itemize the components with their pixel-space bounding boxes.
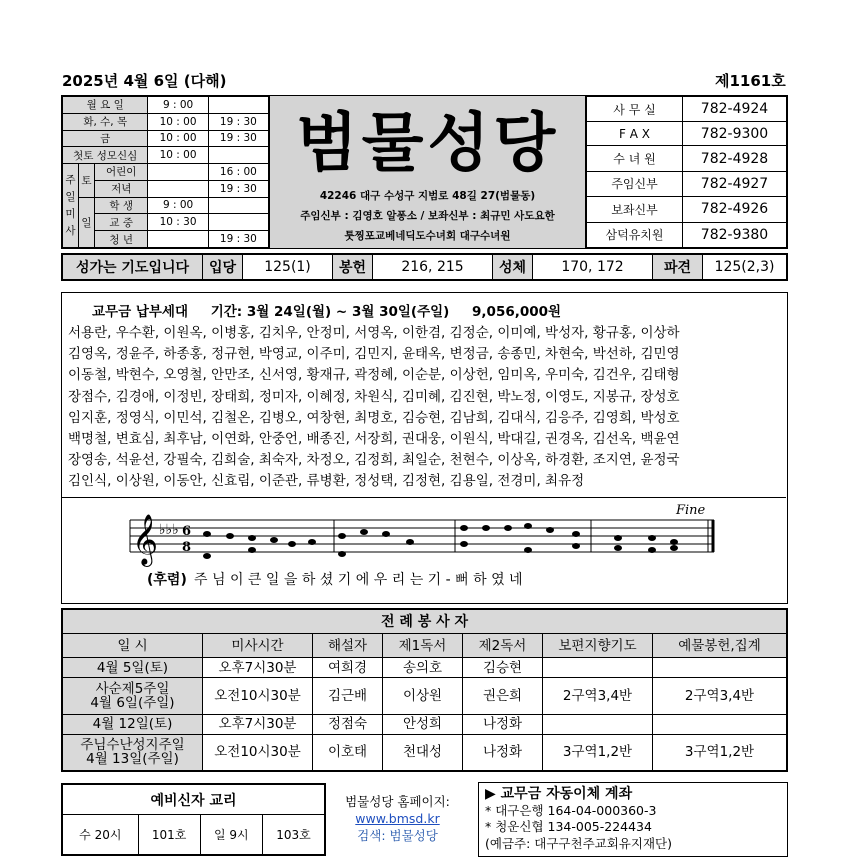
- service-prayer: [543, 714, 653, 734]
- service-row: [63, 678, 787, 714]
- col-header: 제2독서: [463, 634, 543, 658]
- donor-line: 서용란, 우수환, 이원옥, 이병홍, 김치우, 안정미, 서영옥, 이한겸, 김정순, 이미예, 박성자, 황규홍, 이상하: [68, 325, 680, 341]
- schedule-day: 첫토 성모신심: [63, 147, 148, 164]
- schedule-row: [63, 97, 269, 114]
- service-prayer: 2구역3,4반: [543, 678, 653, 714]
- dismissal-hymn: 125(2,3): [703, 255, 787, 280]
- contact-label: 사 무 실: [587, 97, 683, 122]
- donors-amount: 9,056,000원: [472, 304, 562, 320]
- donor-line: 백명철, 변효심, 최후남, 이연화, 안중언, 배종진, 서장희, 권대웅, 이원식, 박대길, 권경옥, 김선옥, 백윤연: [68, 431, 680, 448]
- sunday-label: 일: [79, 197, 95, 247]
- service-reader1: 안성희: [383, 714, 463, 734]
- catechumen-title: 예비신자 교리: [63, 785, 325, 815]
- service-date: 4월 12일(토): [63, 714, 203, 734]
- hymn-numbers-row: [61, 253, 788, 281]
- schedule-sub-label: 저녁: [95, 180, 148, 197]
- schedule-day: 화, 수, 목: [63, 113, 148, 130]
- service-commentator: 이호태: [313, 734, 383, 770]
- schedule-time: 19 : 30: [208, 130, 268, 147]
- bank-account: * 청운신협 134-005-224434: [485, 819, 652, 834]
- schedule-time: 9 : 00: [148, 197, 208, 214]
- col-header: 일 시: [63, 634, 203, 658]
- time-signature: 6: [182, 524, 192, 539]
- catechumen-cell: 일 9시: [200, 815, 262, 855]
- schedule-row: [63, 113, 269, 130]
- service-offering: 2구역3,4반: [653, 678, 787, 714]
- schedule-row: [63, 130, 269, 147]
- website-info: [330, 793, 465, 844]
- col-header: 제1독서: [383, 634, 463, 658]
- website-link[interactable]: www.bmsd.kr: [355, 811, 440, 826]
- service-commentator: 정점숙: [313, 714, 383, 734]
- contact-phone: 782-4927: [683, 171, 787, 196]
- service-reader1: 송의호: [383, 658, 463, 678]
- treble-clef-icon: 𝄞: [132, 514, 159, 565]
- bank-transfer-info: [478, 782, 788, 857]
- church-title-block: [270, 95, 585, 249]
- service-reader2: 김승현: [463, 658, 543, 678]
- service-row: [63, 734, 787, 770]
- contact-label: 삼덕유치원: [587, 222, 683, 247]
- col-header: 보편지향기도: [543, 634, 653, 658]
- contact-label: 주임신부: [587, 171, 683, 196]
- contact-phone: 782-4924: [683, 97, 787, 122]
- schedule-sub-label: 교 중: [95, 214, 148, 231]
- service-offering: [653, 714, 787, 734]
- service-reader2: 나정화: [463, 714, 543, 734]
- donor-line: 임지훈, 정영식, 이민석, 김철온, 김병오, 여창현, 최명호, 김승현, 김남희, 김대식, 김응주, 김영희, 박성호: [68, 409, 680, 426]
- donors-header: [92, 300, 579, 320]
- contact-label: 수 녀 원: [587, 146, 683, 171]
- entrance-hymn: 125(1): [243, 255, 333, 280]
- service-offering: [653, 658, 787, 678]
- schedule-time: 16 : 00: [208, 164, 268, 181]
- svg-text:8: 8: [182, 540, 192, 555]
- schedule-time: 10 : 00: [148, 113, 208, 130]
- schedule-row: [63, 147, 269, 164]
- entrance-label: 입당: [203, 255, 243, 280]
- schedule-time: 9 : 00: [148, 97, 208, 114]
- donor-line: 김인식, 이상원, 이동안, 신효림, 이준관, 류병환, 정성택, 김정현, 김용일, 전경미, 최유정: [68, 473, 585, 490]
- communion-label: 성체: [493, 255, 533, 280]
- col-header: 미사시간: [203, 634, 313, 658]
- flat-icon: ♭♭♭: [159, 522, 179, 538]
- donors-section: [61, 292, 788, 604]
- service-date: 사순제5주일 4월 6일(주일): [63, 678, 203, 714]
- service-commentator: 여희경: [313, 658, 383, 678]
- service-commentator: 김근배: [313, 678, 383, 714]
- staff-svg: [62, 498, 786, 603]
- service-reader1: 천대성: [383, 734, 463, 770]
- music-score: [62, 497, 786, 602]
- bank-title: ▶ 교무금 자동이체 계좌: [485, 786, 633, 802]
- donors-title: 교무금 납부세대: [92, 304, 188, 320]
- schedule-time: 19 : 30: [208, 113, 268, 130]
- website-label: 범물성당 홈페이지:: [345, 794, 450, 809]
- schedule-time: 10 : 00: [148, 147, 208, 164]
- saturday-label: 토: [79, 164, 95, 198]
- donors-period: 기간: 3월 24일(월) ~ 3월 30일(주일): [210, 304, 450, 320]
- service-date: 주님수난성지주일 4월 13일(주일): [63, 734, 203, 770]
- mass-schedule-table: [61, 95, 270, 249]
- contact-phone: 782-4926: [683, 197, 787, 222]
- schedule-time: [208, 97, 268, 114]
- church-sisters: 툿찡포교베네딕도수녀회 대구수녀원: [344, 230, 511, 242]
- refrain-label: (후렴): [147, 572, 187, 588]
- col-header: 예물봉헌,집계: [653, 634, 787, 658]
- website-search: 검색: 범물성당: [357, 828, 438, 843]
- schedule-time: 19 : 30: [208, 231, 268, 248]
- church-priests: 주임신부 : 김영호 알퐁소 / 보좌신부 : 최규민 사도요한: [300, 210, 555, 222]
- service-date: 4월 5일(토): [63, 658, 203, 678]
- catechumen-cell: 103호: [262, 815, 324, 855]
- donor-line: 이동철, 박현수, 오영철, 안만조, 신서영, 황재규, 곽정혜, 이순분, 이상헌, 임미옥, 우미숙, 김건우, 김태형: [68, 367, 680, 384]
- lyrics: 주 님 이 큰 일 을 하 셨 기 에 우 리 는 기 - 뻐 하 였 네: [194, 572, 523, 588]
- bulletin-date: 2025년 4월 6일 (다해): [62, 72, 227, 90]
- service-reader2: 권은희: [463, 678, 543, 714]
- contact-label: 보좌신부: [587, 197, 683, 222]
- catechumen-table: [61, 783, 326, 856]
- service-title: 전 례 봉 사 자: [63, 610, 787, 634]
- catechumen-cell: 101호: [138, 815, 200, 855]
- dismissal-label: 파견: [653, 255, 703, 280]
- schedule-sub-label: 학 생: [95, 197, 148, 214]
- service-offering: 3구역1,2반: [653, 734, 787, 770]
- service-time: 오전10시30분: [203, 678, 313, 714]
- donor-line: 김영옥, 정윤주, 하종홍, 정규현, 박영교, 이주미, 김민지, 윤태옥, 변정금, 송종민, 차현숙, 박선하, 김민영: [68, 346, 680, 363]
- schedule-day: 월 요 일: [63, 97, 148, 114]
- service-time: 오후7시30분: [203, 658, 313, 678]
- contact-table: [585, 95, 788, 249]
- service-time: 오후7시30분: [203, 714, 313, 734]
- sunday-mass-label: 주 일 미 사: [63, 164, 79, 248]
- donor-line: 장영송, 석윤선, 강필숙, 김희술, 최숙자, 차정오, 김정희, 최일순, 천현수, 이상옥, 하경환, 조지연, 윤정국: [68, 452, 680, 469]
- catechumen-cell: 수 20시: [63, 815, 139, 855]
- church-name: 범물성당: [295, 107, 560, 181]
- contact-phone: 782-4928: [683, 146, 787, 171]
- offertory-label: 봉헌: [333, 255, 373, 280]
- schedule-time: 10 : 00: [148, 130, 208, 147]
- issue-number: 제1161호: [715, 72, 786, 90]
- service-reader2: 나정화: [463, 734, 543, 770]
- schedule-time: 10 : 30: [148, 214, 208, 231]
- donor-list: [68, 323, 780, 493]
- service-prayer: 3구역1,2반: [543, 734, 653, 770]
- bank-holder: (예금주: 대구구천주교회유지재단): [485, 835, 672, 851]
- liturgy-service-table: [61, 608, 788, 772]
- church-address: 42246 대구 수성구 지범로 48길 27(범물동): [319, 190, 536, 202]
- col-header: 해설자: [313, 634, 383, 658]
- offertory-hymn: 216, 215: [373, 255, 493, 280]
- contact-label: F A X: [587, 122, 683, 146]
- schedule-day: 금: [63, 130, 148, 147]
- contact-phone: 782-9380: [683, 222, 787, 247]
- schedule-sub-label: 어린이: [95, 164, 148, 181]
- donor-line: 장점수, 김경애, 이정빈, 장태희, 정미자, 이혜정, 차원식, 김미혜, 김진현, 박노정, 이영도, 지봉규, 장성호: [68, 388, 680, 405]
- schedule-time: [208, 147, 268, 164]
- hymn-intro: 성가는 기도입니다: [63, 255, 203, 280]
- schedule-sub-label: 청 년: [95, 231, 148, 248]
- contact-phone: 782-9300: [683, 122, 787, 146]
- service-row: [63, 658, 787, 678]
- bank-account: * 대구은행 164-04-000360-3: [485, 802, 657, 818]
- service-reader1: 이상원: [383, 678, 463, 714]
- fine-mark: Fine: [676, 503, 706, 518]
- schedule-time: 19 : 30: [208, 180, 268, 197]
- service-row: [63, 714, 787, 734]
- service-prayer: [543, 658, 653, 678]
- communion-hymn: 170, 172: [533, 255, 653, 280]
- service-time: 오전10시30분: [203, 734, 313, 770]
